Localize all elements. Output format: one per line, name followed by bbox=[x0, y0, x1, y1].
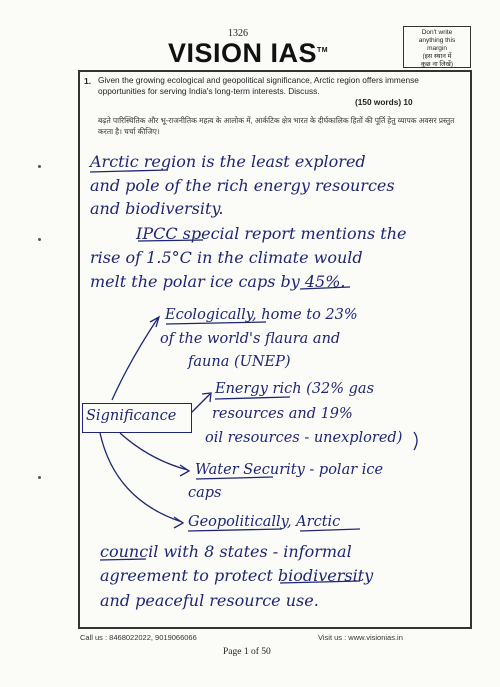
point-ecological-line: Ecologically, home to 23% bbox=[165, 307, 358, 323]
answer-closing-line: and peaceful resource use. bbox=[100, 591, 319, 610]
point-water-line: Water Security - polar ice bbox=[195, 462, 384, 478]
brand-name: VISION IAS bbox=[168, 38, 318, 68]
question-text-hindi: बढ़ते पारिस्थितिक और भू-राजनीतिक महत्व के आलोक में, आर्कटिक क्षेत्र भारत के दीर्घकालिक हितों की पूर्ति हेतु व्यापक अवसर प्रस्तुत करता है। चर्चा कीजिए। bbox=[98, 116, 455, 136]
arrow-to-ecological bbox=[112, 318, 158, 400]
underline bbox=[300, 529, 360, 531]
point-energy-line: Energy rich (32% gas bbox=[215, 381, 375, 397]
answer-ipcc-line: melt the polar ice caps by 45%. bbox=[90, 272, 346, 291]
arrow-to-geopolitical-head bbox=[174, 517, 183, 528]
answer-closing-line: agreement to protect biodiversity bbox=[100, 566, 374, 585]
point-ecological-line: of the world's flaura and bbox=[160, 331, 341, 347]
question-text-english: Given the growing ecological and geopolitical significance, Arctic region offers immense opportunities for serving India's long-term interests. Discuss. bbox=[98, 75, 419, 96]
answer-ipcc-line: IPCC special report mentions the bbox=[136, 224, 407, 243]
significance-label: Significance bbox=[86, 408, 177, 424]
answer-intro-line: and pole of the rich energy resources bbox=[90, 176, 395, 195]
underline bbox=[100, 559, 146, 560]
margin-note-line: कुछ ना लिखें) bbox=[420, 61, 454, 68]
arrow-to-geopolitical bbox=[100, 433, 182, 522]
margin-note-line: anything this bbox=[418, 37, 456, 44]
page-indicator: Page 1 of 50 bbox=[223, 647, 271, 657]
underline bbox=[90, 170, 168, 172]
question-marks: (150 words) 10 bbox=[355, 97, 413, 107]
underline bbox=[196, 477, 273, 479]
footer-website: Visit us : www.visionias.in bbox=[318, 633, 403, 642]
answer-ipcc-line: rise of 1.5°C in the climate would bbox=[90, 248, 363, 267]
underline bbox=[300, 287, 350, 289]
underline bbox=[188, 529, 282, 531]
margin-note-line: Don't write bbox=[421, 29, 453, 36]
point-energy-line: resources and 19% bbox=[212, 406, 353, 422]
point-ecological-line: fauna (UNEP) bbox=[188, 354, 291, 370]
answer-intro-line: Arctic region is the least explored bbox=[90, 152, 366, 171]
underline bbox=[138, 240, 203, 241]
arrow-to-water-head bbox=[180, 465, 189, 476]
arrow-to-energy bbox=[192, 394, 210, 412]
margin-note-line: margin bbox=[427, 45, 447, 52]
underline bbox=[166, 322, 266, 324]
point-energy-line: oil resources - unexplored) bbox=[205, 430, 403, 446]
answer-closing-line: council with 8 states - informal bbox=[100, 542, 352, 561]
underline bbox=[280, 581, 360, 583]
point-water-line: caps bbox=[188, 485, 222, 501]
margin-note-line: (इस स्थान में bbox=[422, 53, 452, 60]
underline bbox=[215, 397, 290, 399]
bracket-close bbox=[414, 432, 417, 450]
document-number: 1326 bbox=[228, 28, 248, 39]
trademark-mark: TM bbox=[317, 47, 329, 54]
arrow-to-water bbox=[120, 433, 188, 470]
footer-contact: Call us : 8468022022, 9019066066 bbox=[80, 633, 197, 642]
answer-intro-line: and biodiversity. bbox=[90, 199, 224, 218]
point-geopolitical-line: Geopolitically, Arctic bbox=[188, 514, 341, 530]
question-number: 1. bbox=[84, 76, 92, 86]
